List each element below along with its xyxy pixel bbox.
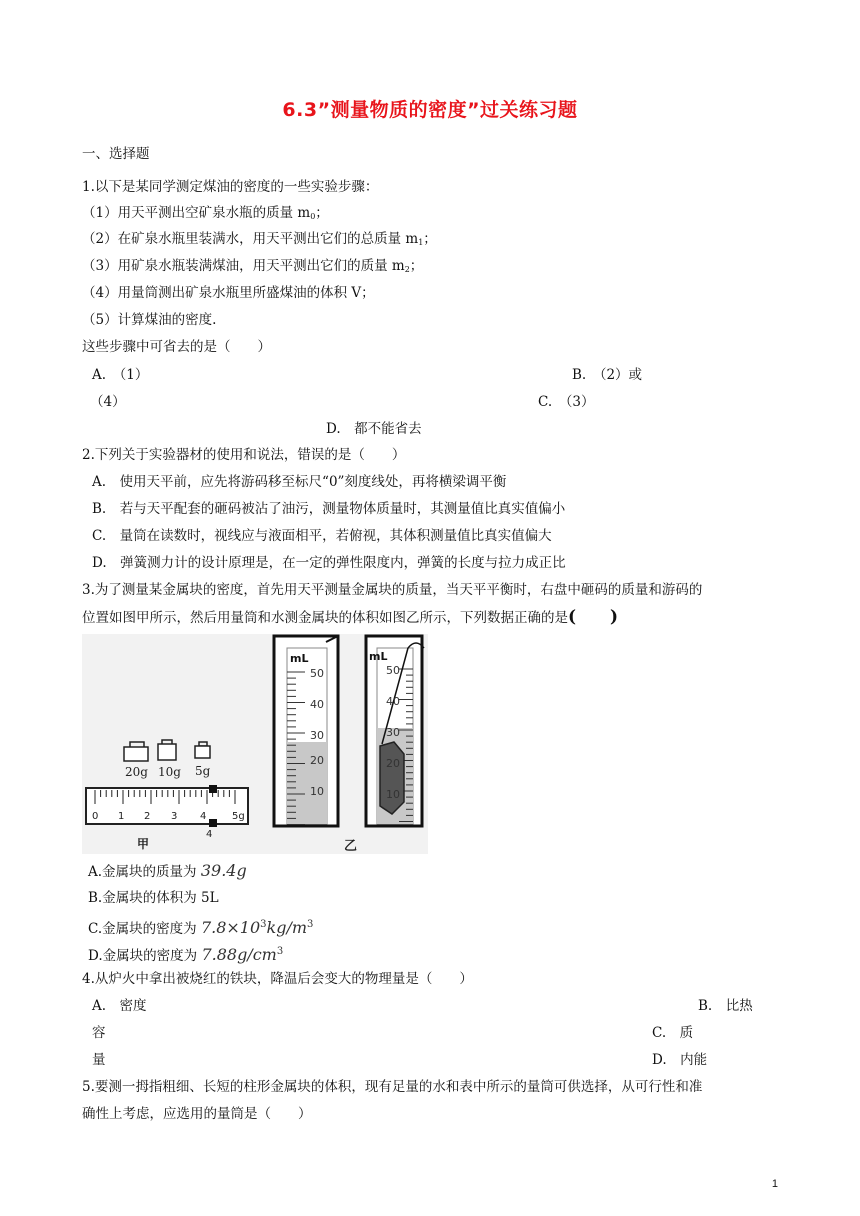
cylinder2-unit: mL	[369, 650, 388, 663]
cyl1-tick-30: 30	[310, 729, 324, 742]
q5-stem-line2: 确性上考虑，应选用的量筒是（ ）	[82, 1106, 312, 1122]
ruler-tick-2: 2	[144, 811, 151, 822]
q3-option-a[interactable]: A.金属块的质量为 39.4g	[88, 861, 247, 880]
q2-option-a[interactable]: A. 使用天平前，应先将游码移至标尺“0”刻度线处，再将横梁调平衡	[92, 474, 507, 490]
q2-stem: 2.下列关于实验器材的使用和说法，错误的是（ ）	[82, 447, 406, 463]
q3-option-c[interactable]: C.金属块的密度为 $7.8\times 10^3kg/m^3$	[88, 918, 314, 937]
q3-option-b[interactable]: B.金属块的体积为 5L	[88, 890, 219, 906]
weight-label-10g: 10g	[158, 765, 181, 779]
graduated-cylinder-water	[274, 636, 338, 826]
cyl2-tick-30: 30	[386, 726, 400, 739]
q1-stem: 1.以下是某同学测定煤油的密度的一些实验步骤：	[82, 179, 379, 195]
graduated-cylinder-metal-block	[366, 636, 424, 826]
cyl2-tick-20: 20	[386, 757, 400, 770]
q1-step-4: （4）用量筒测出矿泉水瓶里所盛煤油的体积 V；	[82, 285, 375, 301]
q1-ask: 这些步骤中可省去的是（ ）	[82, 339, 271, 355]
cyl1-tick-50: 50	[310, 667, 324, 680]
q4-option-d[interactable]: D. 内能	[652, 1052, 708, 1068]
cyl1-tick-40: 40	[310, 698, 324, 711]
q1-step-5: （5）计算煤油的密度.	[82, 312, 217, 328]
ruler-tick-4: 4	[200, 811, 207, 822]
ruler-tick-5g: 5g	[232, 811, 245, 822]
q4-option-b[interactable]: B. 比热	[698, 998, 753, 1014]
q3-answer-paren: ( )	[568, 607, 619, 627]
q4-option-a[interactable]: A. 密度	[92, 998, 147, 1014]
cyl1-tick-10: 10	[310, 785, 324, 798]
q3-stem-line1: 3.为了测量某金属块的密度，首先用天平测量金属块的质量，当天平平衡时，右盘中砸码的质量和游码的	[82, 582, 703, 598]
weight-label-5g: 5g	[195, 764, 211, 778]
page-number: 1	[771, 1178, 778, 1190]
q2-option-c[interactable]: C. 量筒在读数时，视线应与液面相平，若俯视，其体积测量值比真实值偏大	[92, 528, 552, 544]
q3-option-d[interactable]: D.金属块的密度为 $7.88g/cm^3$	[88, 945, 284, 964]
balance-and-cylinders-diagram	[82, 634, 428, 854]
rider-bottom	[209, 819, 217, 827]
section-heading: 一、选择题	[82, 146, 150, 162]
ruler-tick-3: 3	[171, 811, 178, 822]
metal-block-icon	[380, 742, 404, 814]
q1-step-3: （3）用矿泉水瓶装满煤油，用天平测出它们的质量 $m_2$；	[82, 258, 424, 274]
figure-label-jia: 甲	[137, 837, 150, 851]
page-title: 6.3”测量物质的密度”过关练习题	[282, 99, 578, 121]
q1-step-1: （1）用天平测出空矿泉水瓶的质量 $m_0$；	[82, 205, 329, 221]
q2-option-b[interactable]: B. 若与天平配套的砸码被沾了油污，测量物体质量时，其测量值比真实值偏小	[92, 501, 566, 517]
cyl2-tick-50: 50	[386, 664, 400, 677]
q4-option-c[interactable]: C. 质	[652, 1025, 694, 1041]
q4-stem: 4.从炉火中拿出被烧红的铁块，降温后会变大的物理量是（ ）	[82, 971, 473, 987]
q5-stem-line1: 5.要测一拇指粗细、长短的柱形金属块的体积，现有足量的水和表中所示的量筒可供选择，从可行性和准	[82, 1079, 703, 1095]
cyl2-tick-10: 10	[386, 788, 400, 801]
weight-label-20g: 20g	[125, 765, 148, 779]
ruler-tick-0: 0	[92, 811, 99, 822]
q4-option-c-continued: 量	[92, 1052, 106, 1068]
rider-top	[209, 785, 217, 793]
ruler-tick-1: 1	[118, 811, 125, 822]
cyl1-tick-20: 20	[310, 754, 324, 767]
q1-option-b-continued: （4）	[90, 394, 126, 410]
q1-option-b[interactable]: B. （2）或	[572, 367, 643, 383]
cylinder1-unit: mL	[290, 652, 309, 665]
q1-option-d[interactable]: D. 都不能省去	[326, 421, 422, 437]
q4-option-b-continued: 容	[92, 1025, 106, 1041]
q3-figure	[82, 634, 428, 854]
figure-label-yi: 乙	[344, 839, 358, 854]
q3-stem-line2: 位置如图甲所示，然后用量筒和水测金属块的体积如图乙所示，下列数据正确的是( )	[82, 607, 619, 627]
rider-mark-label: 4	[206, 829, 213, 840]
q1-option-a[interactable]: A. （1）	[92, 367, 149, 383]
q1-step-2: （2）在矿泉水瓶里装满水，用天平测出它们的总质量 $m_1$；	[82, 231, 437, 247]
cyl2-tick-40: 40	[386, 695, 400, 708]
q1-option-c[interactable]: C. （3）	[538, 394, 595, 410]
q2-option-d[interactable]: D. 弹簧测力计的设计原理是，在一定的弹性限度内，弹簧的长度与拉力成正比	[92, 555, 566, 571]
